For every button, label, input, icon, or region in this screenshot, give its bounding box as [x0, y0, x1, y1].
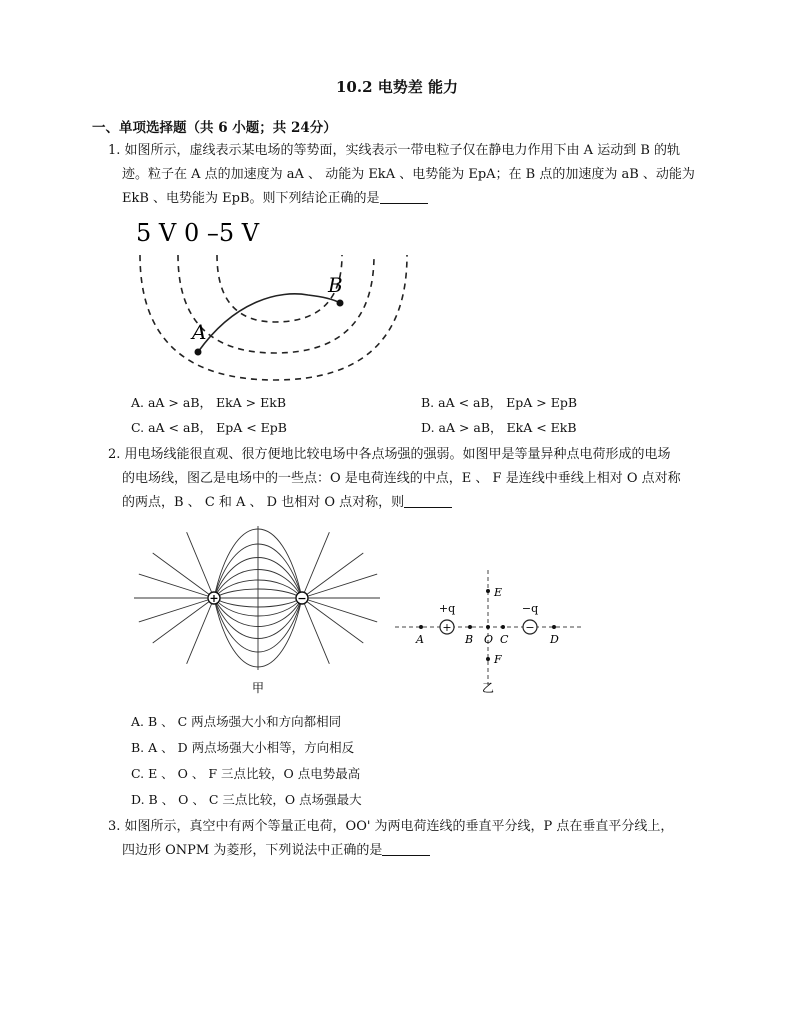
- point-a-label: A: [416, 633, 424, 646]
- question-3-line-1: 3. 如图所示，真空中有两个等量正电荷，OO' 为两电荷连线的垂直平分线，P 点在垂直平分线上，: [108, 819, 674, 834]
- positive-charge-sign: +: [209, 592, 219, 605]
- point-f-dot: [486, 657, 490, 661]
- point-f-label: F: [494, 653, 502, 666]
- plus-q-label: +q: [438, 602, 456, 615]
- point-e-dot: [486, 589, 490, 593]
- page-title: 10.2 电势差 能力: [336, 78, 458, 96]
- question-1: [108, 139, 708, 211]
- figure-yi-caption: 乙: [481, 681, 495, 695]
- question-1-line-2: 迹。粒子在 A 点的加速度为 aA 、 动能为 EkA 、电势能为 EpA；在 B 点的加速度为 aB 、动能为: [122, 167, 695, 182]
- field-line: [302, 574, 377, 598]
- point-c-label: C: [500, 633, 509, 646]
- point-a-label: A: [192, 320, 207, 344]
- question-2-line-2: 的电场线，图乙是电场中的一些点：O 是电荷连线的中点，E 、 F 是连线中垂线上相对 O 点对称: [122, 471, 681, 486]
- answer-blank[interactable]: [404, 494, 452, 508]
- answer-blank[interactable]: [380, 190, 428, 204]
- particle-trajectory: [198, 294, 340, 352]
- field-line: [139, 598, 214, 622]
- point-a-dot: [419, 625, 423, 629]
- q1-option-d[interactable]: D. aA > aB， EkA < EkB: [421, 420, 577, 435]
- point-d-label: D: [550, 633, 559, 646]
- equipotential-figure: [120, 215, 420, 385]
- equipotential-minus-5v: [217, 255, 342, 322]
- point-e-label: E: [494, 586, 503, 599]
- q2-option-d[interactable]: D. B 、 O 、 C 三点比较，O 点场强最大: [131, 792, 362, 807]
- q2-option-b[interactable]: B. A 、 D 两点场强大小相等，方向相反: [131, 740, 355, 755]
- question-2-line-1: 2. 用电场线能很直观、很方便地比较电场中各点场强的强弱。如图甲是等量异种点电荷形成的电场: [108, 447, 671, 462]
- q2-option-a[interactable]: A. B 、 C 两点场强大小和方向都相同: [131, 714, 342, 729]
- point-d-dot: [552, 625, 556, 629]
- minus-q-sign: −: [525, 621, 535, 634]
- plus-q-sign: +: [442, 621, 452, 634]
- section-heading: 一、单项选择题（共 6 小题；共 24分）: [92, 120, 337, 136]
- point-a-dot: [195, 349, 202, 356]
- label-0-minus-5v: 0 –5 V: [184, 219, 260, 247]
- point-c-dot: [501, 625, 505, 629]
- point-b-dot: [468, 625, 472, 629]
- negative-charge-sign: −: [297, 592, 307, 605]
- field-lines: [134, 526, 380, 670]
- field-lines-figure: [130, 520, 380, 700]
- equipotential-5v: [140, 255, 407, 380]
- q1-option-c[interactable]: C. aA < aB， EpA < EpB: [131, 420, 287, 435]
- points-figure: [390, 565, 590, 700]
- point-b-dot: [337, 300, 344, 307]
- equipotential-0v: [178, 255, 374, 353]
- point-o-label: O: [484, 633, 494, 646]
- point-o-dot: [486, 625, 490, 629]
- minus-q-label: −q: [521, 602, 539, 615]
- question-1-line-1: 1. 如图所示，虚线表示某电场的等势面，实线表示一带电粒子仅在静电力作用下由 A 运动到 B 的轨: [108, 143, 681, 158]
- question-1-line-3: EkB 、电势能为 EpB。则下列结论正确的是: [108, 187, 708, 211]
- q1-option-a[interactable]: A. aA > aB， EkA > EkB: [131, 395, 287, 410]
- q2-option-c[interactable]: C. E 、 O 、 F 三点比较，O 点电势最高: [131, 766, 361, 781]
- field-line: [302, 598, 377, 622]
- question-3-line-2: 四边形 ONPM 为菱形，下列说法中正确的是: [108, 839, 708, 863]
- point-b-label: B: [328, 273, 343, 297]
- question-3: [108, 815, 708, 863]
- question-2: [108, 443, 708, 515]
- question-2-line-3: 的两点，B 、 C 和 A 、 D 也相对 O 点对称，则: [108, 491, 708, 515]
- answer-blank[interactable]: [382, 842, 430, 856]
- point-b-label: B: [465, 633, 474, 646]
- q1-option-b[interactable]: B. aA < aB， EpA > EpB: [421, 395, 578, 410]
- label-5v: 5 V: [136, 219, 177, 247]
- figure-jia-caption: 甲: [251, 681, 265, 695]
- field-line: [139, 574, 214, 598]
